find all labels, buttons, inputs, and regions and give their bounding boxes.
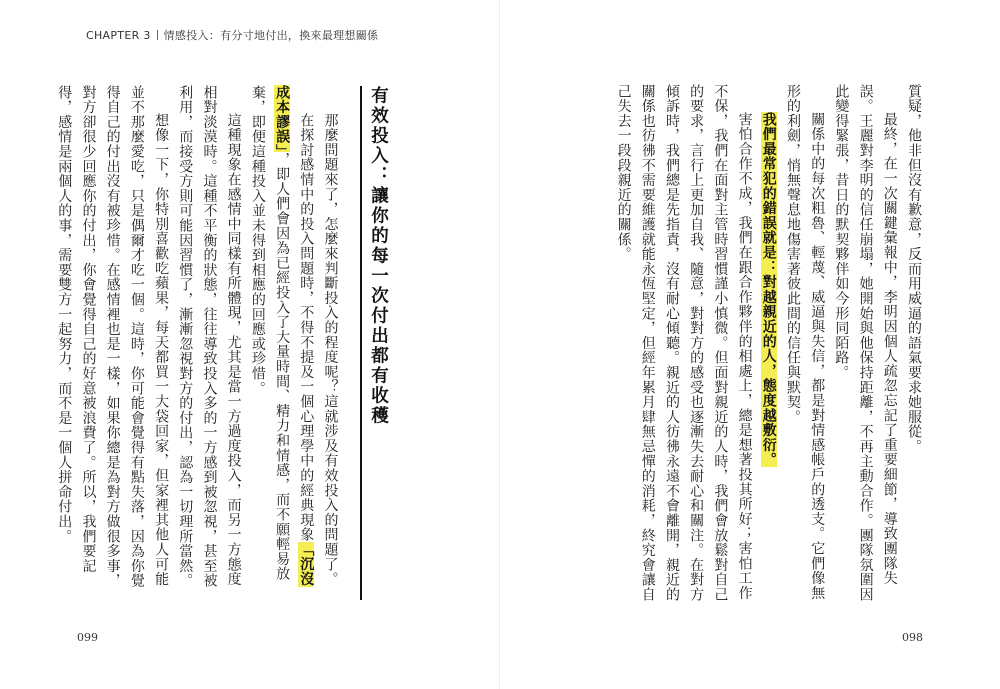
paragraph: 質疑，他非但沒有歉意，反而用威逼的語氣要求她服從。: [906, 84, 922, 454]
right-page-body: [596, 84, 926, 604]
header-divider: [157, 30, 158, 40]
paragraph-text: 在探討感情中的投入問題時，不得不提及一個心理學中的經典現象: [298, 113, 315, 543]
paragraph: 最終，在一次關鍵彙報中，李明因個人疏忽忘記了重要細節，導致團隊失誤。王麗對李明的信任崩塌，她開始與他保持距離，不再主動合作。團隊氛圍因此變得緊張，昔日的默契夥伴如今形同陌路。: [833, 84, 898, 602]
highlighted-term: 「沉沒成本謬誤」: [274, 85, 315, 587]
page-number-left: 099: [77, 631, 98, 644]
section-heading: 有效投入：讓你的每一次付出都有收穫: [360, 86, 390, 600]
left-page-body: [56, 85, 405, 600]
paragraph: 關係中的每次粗魯、輕蔑、威逼與失信，都是對情感帳戶的透支。它們像無形的利劍，悄無聲息地傷害著彼此間的信任與默契。: [784, 84, 826, 601]
chapter-label: CHAPTER 3: [86, 29, 151, 42]
paragraph-text: ，即人們會因為已經投入了大量時間、精力和情感，而不願輕易放棄，即便這種投入並未得到相應的回應或珍惜。: [249, 85, 291, 582]
paragraph: 那麼問題來了，怎麼來判斷投入的程度呢？這就涉及有效投入的問題了。: [322, 113, 339, 587]
paragraph: [246, 85, 319, 600]
paragraph: 想像一下，你特別喜歡吃蘋果，每天都買一大袋回家，但家裡其他人可能並不那麼愛吃，只是偶爾才吃一個。這時，你可能會覺得有點失落，因為你覺得自己的付出沒有被珍惜。在感情裡也是一樣，如果你總是為對方做很多事，對方卻很少回應你的付出，你會覺得自己的好意被浪費了。所以，我們要記得，感情是兩個人的事，需要雙方一起努力，而不是一個人拼命付出。: [56, 85, 170, 589]
highlighted-statement: [757, 84, 781, 604]
paragraph: 這種現象在感情中同樣有所體現，尤其是當一方過度投入，而另一方態度相對淡漠時。這種不平衡的狀態，往往導致投入多的一方感到被忽視，甚至被利用，而接受方則可能因習慣了，漸漸忽視對方的付出，認為一切理所當然。: [177, 85, 242, 589]
page-gutter: [499, 0, 500, 689]
highlighted-text: 我們最常犯的錯誤就是：對越親近的人，態度越敷衍。: [760, 112, 777, 468]
paragraph: 害怕合作不成，我們在跟合作夥伴的相處上，總是想著投其所好；害怕工作不保，我們在面對主管時習慣謹小慎微。但面對親近的人時，我們會放鬆對自己的要求，言行上更加自我、隨意，對對方的感受也逐漸失去耐心和關注。在對方傾訴時，我們總是先指責，沒有耐心傾聽。親近的人彷彿永遠不會離開，親近的關係也彷彿不需要維護就能永恆堅定，但經年累月肆無忌憚的消耗，終究會讓自己失去一段段親近的關係。: [615, 84, 753, 602]
chapter-title: 情感投入：有分寸地付出，換來最理想關係: [163, 29, 379, 42]
page-number-right: 098: [902, 631, 923, 644]
running-head: [86, 27, 378, 43]
